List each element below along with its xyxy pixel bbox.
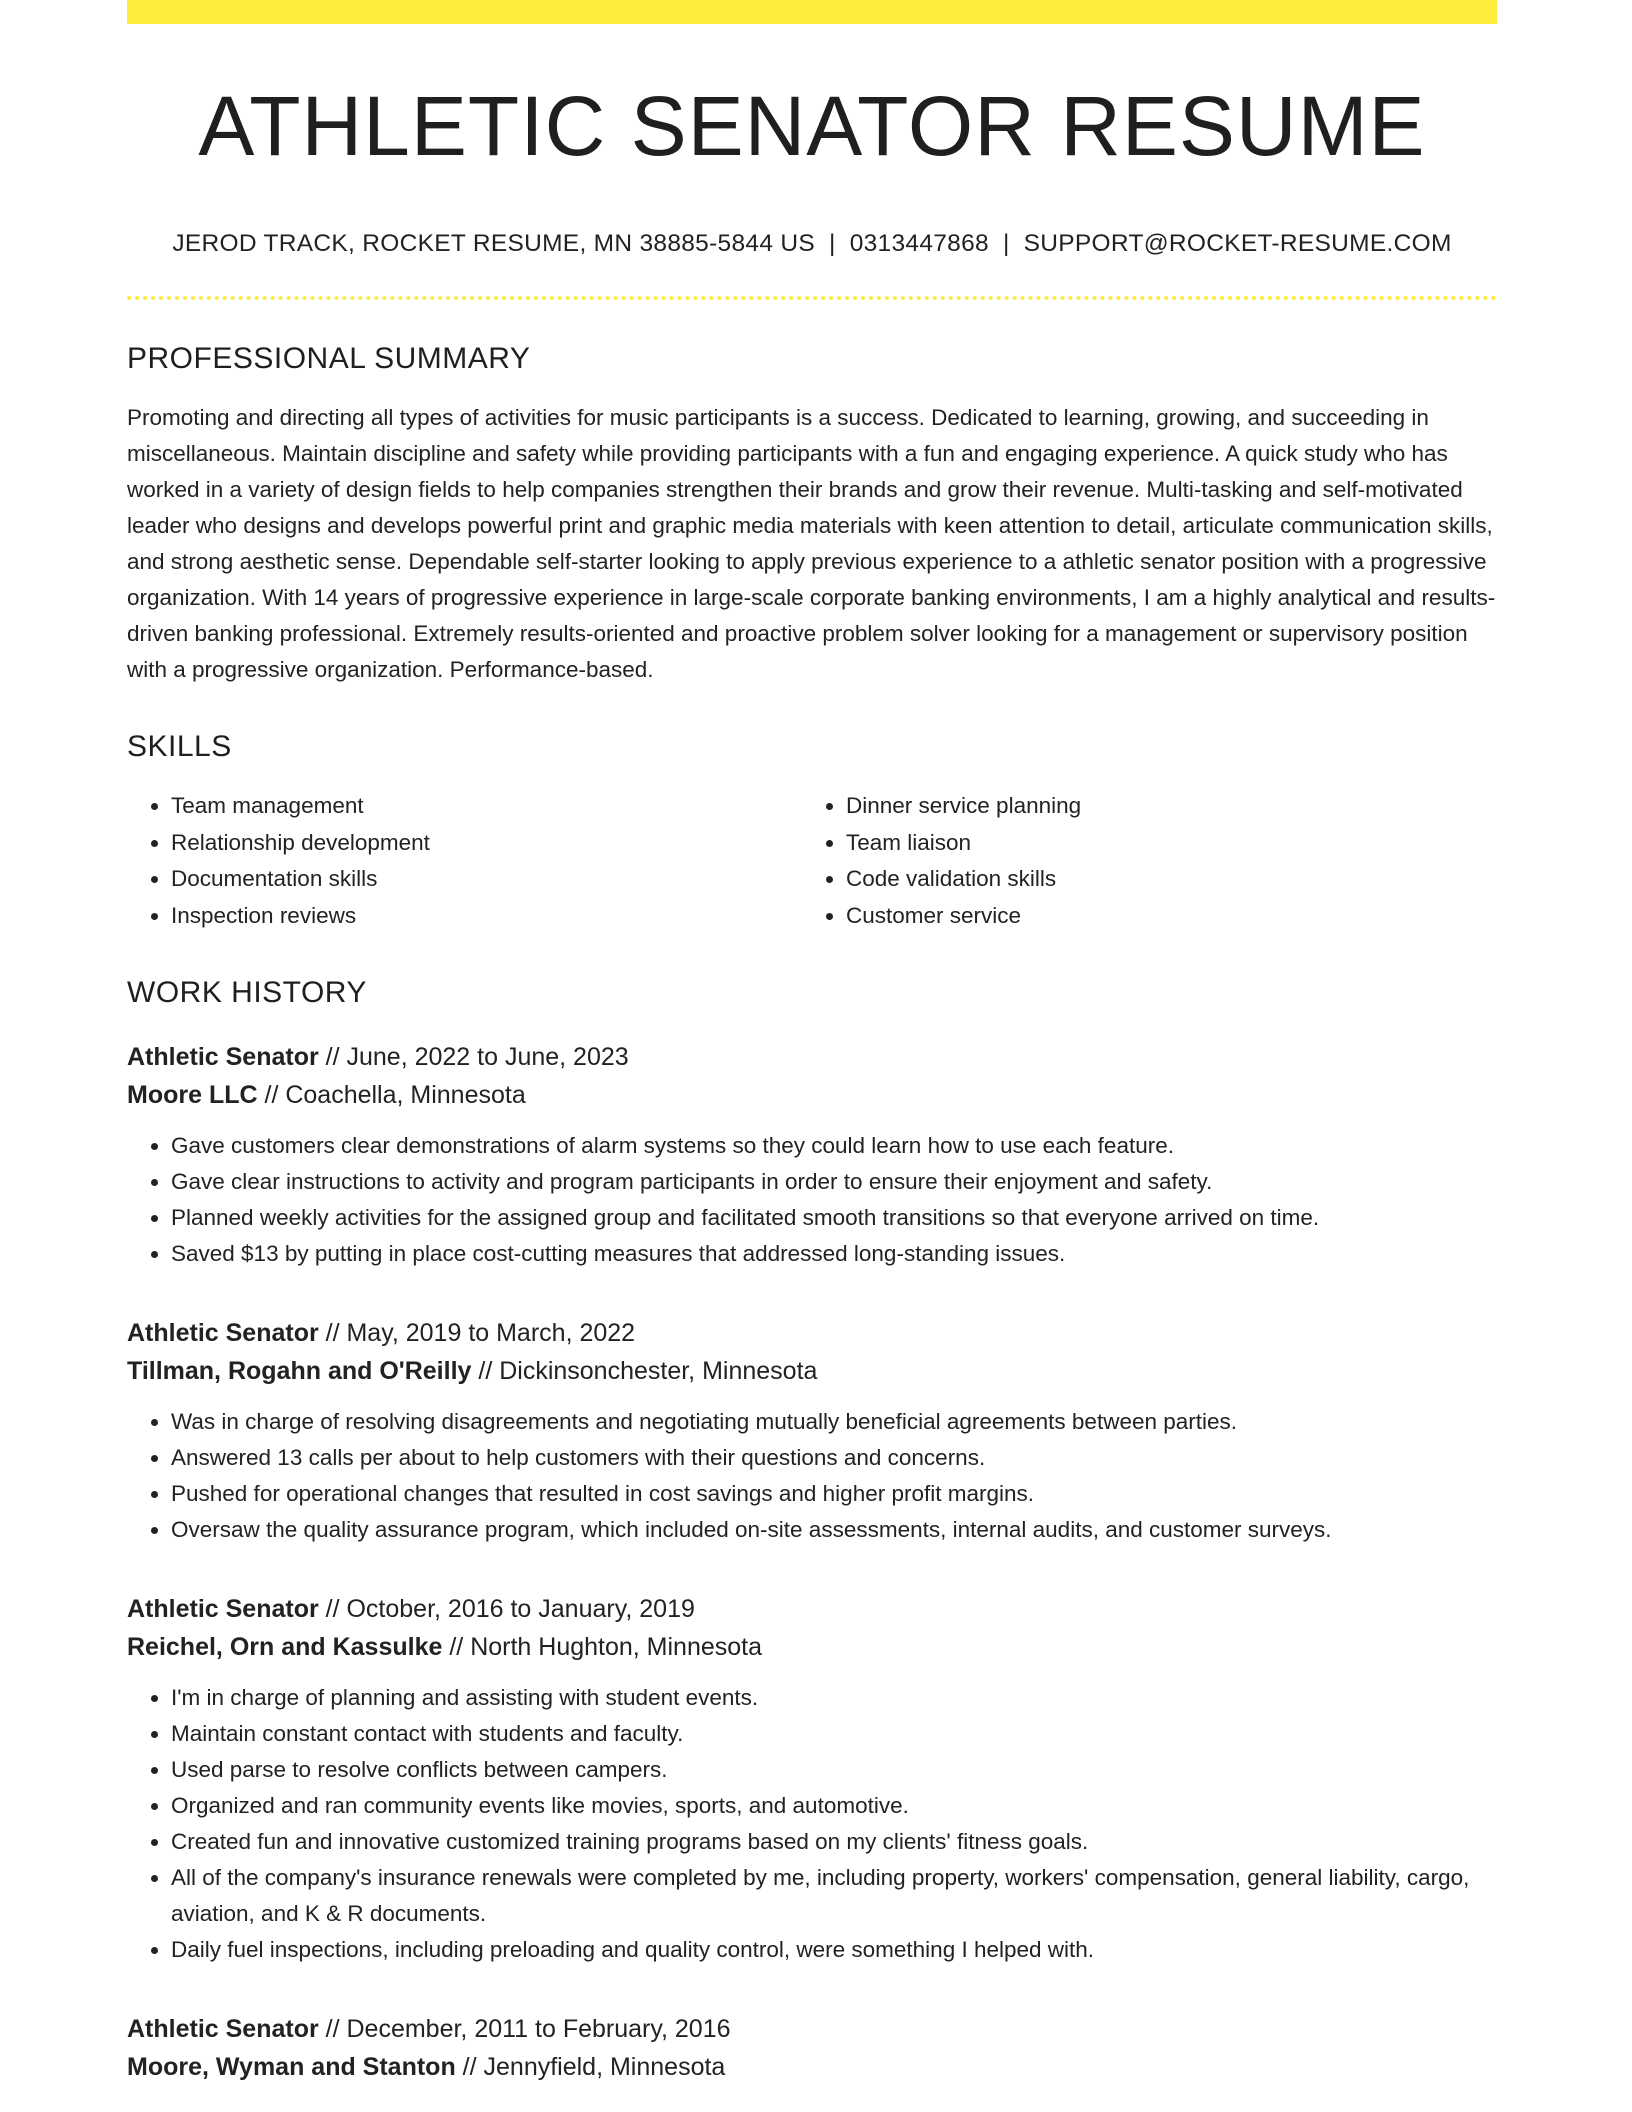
job-company: Tillman, Rogahn and O'Reilly xyxy=(127,1357,472,1385)
job-bullet: • I'm in charge of planning and assisting with student events. xyxy=(171,1680,1497,1716)
job-dates: // December, 2011 to February, 2016 xyxy=(318,2015,731,2043)
job-bullet: • Created fun and innovative customized training programs based on my clients' fitness goals. xyxy=(171,1824,1497,1860)
job-company: Moore LLC xyxy=(127,1081,258,1109)
skill-item: • Inspection reviews xyxy=(171,898,802,935)
job-title-line xyxy=(127,1038,1497,1076)
job-dates: // May, 2019 to March, 2022 xyxy=(318,1319,636,1347)
job-bullet: • Answered 13 calls per about to help customers with their questions and concerns. xyxy=(171,1440,1497,1476)
job-dates: // October, 2016 to January, 2019 xyxy=(318,1595,695,1623)
resume-page xyxy=(127,0,1497,2086)
job-bullet: • Organized and ran community events like movies, sports, and automotive. xyxy=(171,1788,1497,1824)
job-bullet: • Daily fuel inspections, including preloading and quality control, were something I helped with. xyxy=(171,1932,1497,1968)
job-entry xyxy=(127,1038,1497,1272)
contact-address: JEROD TRACK, ROCKET RESUME, MN 38885-5844 US xyxy=(172,230,816,257)
job-bullet: • Gave customers clear demonstrations of alarm systems so they could learn how to use each feature. xyxy=(171,1128,1497,1164)
job-company-line xyxy=(127,1628,1497,1666)
skills-column-left xyxy=(127,788,802,934)
contact-separator: | xyxy=(1002,230,1010,257)
job-bullet: • Oversaw the quality assurance program, which included on-site assessments, internal audits, and customer surveys. xyxy=(171,1512,1497,1548)
top-accent-bar xyxy=(127,0,1497,24)
job-title: Athletic Senator xyxy=(127,1043,319,1071)
resume-title: ATHLETIC SENATOR RESUME xyxy=(198,79,1426,173)
skills-heading: SKILLS xyxy=(127,730,232,763)
work-history-heading: WORK HISTORY xyxy=(127,976,367,1009)
job-dates: // June, 2022 to June, 2023 xyxy=(318,1043,629,1071)
job-location: // North Hughton, Minnesota xyxy=(442,1633,763,1661)
job-company-line xyxy=(127,1352,1497,1390)
job-title-line xyxy=(127,1314,1497,1352)
job-location: // Coachella, Minnesota xyxy=(257,1081,526,1109)
skills-column-right xyxy=(802,788,1477,934)
job-company: Moore, Wyman and Stanton xyxy=(127,2053,456,2081)
job-title-line xyxy=(127,2010,1497,2048)
summary-text: Promoting and directing all types of activities for music participants is a success. Dedicated to learning, growing, and succeeding in miscellaneous. Maintain discipline and safety while providing participants with a fun and engaging experience. A quick study who has worked in a variety of design fields to help companies strengthen their brands and grow their revenue. Multi-tasking and self-motivated leader who designs and develops powerful print and graphic media materials with keen attention to detail, articulate communication skills, and strong aesthetic sense. Dependable self-starter looking to apply previous experience to a athletic senator position with a progressive organization. With 14 years of progressive experience in large-scale corporate banking environments, I am a highly analytical and results-driven banking professional. Extremely results-oriented and proactive problem solver looking for a management or supervisory position with a progressive organization. Performance-based. xyxy=(127,405,1496,682)
summary-heading: PROFESSIONAL SUMMARY xyxy=(127,342,531,375)
job-bullets xyxy=(127,1680,1497,1968)
job-entry xyxy=(127,1314,1497,1548)
skills-list xyxy=(127,788,1497,934)
contact-line xyxy=(127,230,1497,258)
job-bullet: • All of the company's insurance renewals were completed by me, including property, workers' compensation, general liability, cargo, aviation, and K & R documents. xyxy=(171,1860,1497,1932)
skill-item: • Customer service xyxy=(846,898,1477,935)
job-bullet: • Maintain constant contact with students and faculty. xyxy=(171,1716,1497,1752)
contact-separator: | xyxy=(829,230,836,257)
job-bullet: • Saved $13 by putting in place cost-cutting measures that addressed long-standing issues. xyxy=(171,1236,1497,1272)
job-location: // Dickinsonchester, Minnesota xyxy=(471,1357,818,1385)
skill-item: • Relationship development xyxy=(171,825,802,862)
job-bullet: • Used parse to resolve conflicts between campers. xyxy=(171,1752,1497,1788)
job-company: Reichel, Orn and Kassulke xyxy=(127,1633,443,1661)
job-entry xyxy=(127,2010,1497,2086)
job-title: Athletic Senator xyxy=(127,1595,319,1623)
skill-item: • Documentation skills xyxy=(171,861,802,898)
job-bullet: • Planned weekly activities for the assigned group and facilitated smooth transitions so that everyone arrived on time. xyxy=(171,1200,1497,1236)
job-location: // Jennyfield, Minnesota xyxy=(455,2053,726,2081)
job-title-line xyxy=(127,1590,1497,1628)
job-company-line xyxy=(127,1076,1497,1114)
skill-item: • Team liaison xyxy=(846,825,1477,862)
contact-email[interactable]: SUPPORT@ROCKET-RESUME.COM xyxy=(1023,230,1452,257)
job-bullet: • Pushed for operational changes that resulted in cost savings and higher profit margins. xyxy=(171,1476,1497,1512)
job-entry xyxy=(127,1590,1497,1968)
contact-phone: 0313447868 xyxy=(849,230,989,257)
dotted-divider xyxy=(127,296,1497,300)
skill-item: • Code validation skills xyxy=(846,861,1477,898)
job-bullet: • Gave clear instructions to activity and program participants in order to ensure their enjoyment and safety. xyxy=(171,1164,1497,1200)
job-company-line xyxy=(127,2048,1497,2086)
skill-item: • Team management xyxy=(171,788,802,825)
skill-item: • Dinner service planning xyxy=(846,788,1477,825)
job-bullet: • Was in charge of resolving disagreements and negotiating mutually beneficial agreements between parties. xyxy=(171,1404,1497,1440)
job-title: Athletic Senator xyxy=(127,2015,319,2043)
job-title: Athletic Senator xyxy=(127,1319,319,1347)
job-bullets xyxy=(127,1404,1497,1548)
job-bullets xyxy=(127,1128,1497,1272)
